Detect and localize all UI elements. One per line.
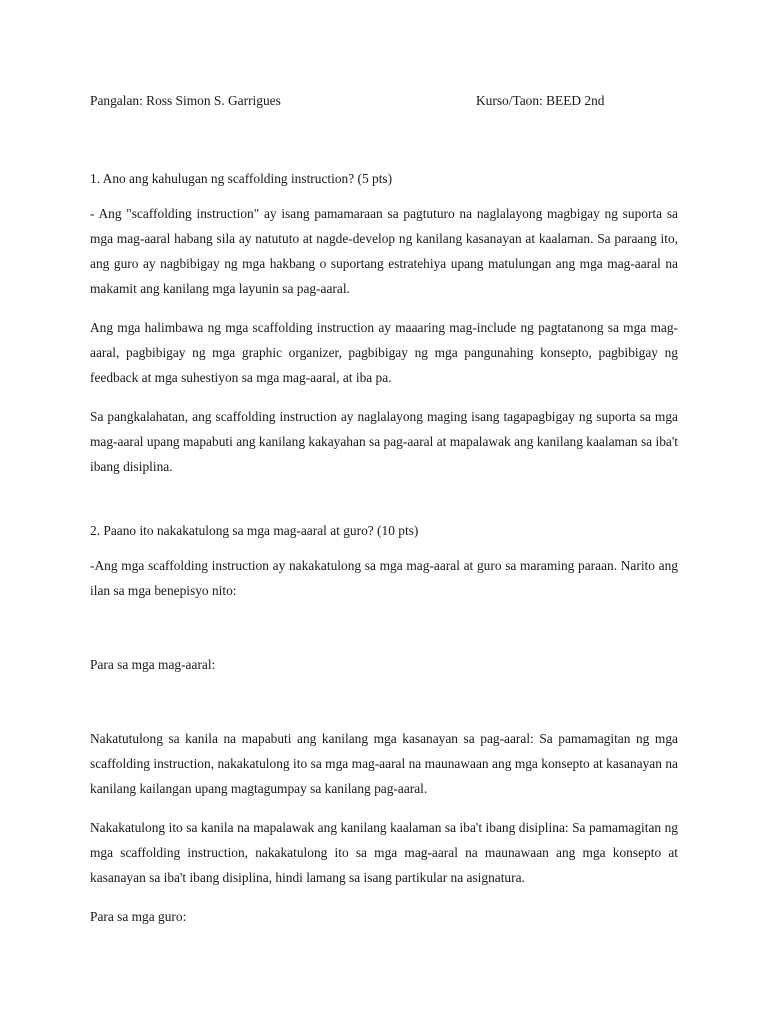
q1-answer-paragraph-2: Ang mga halimbawa ng mga scaffolding instruction ay maaaring mag-include ng pagtatanong sa mga mag-aaral, pagbibigay ng mga graphic organizer, pagbibigay ng mga pangunahing konsepto, pagbibigay ng feedback at mga suhestiyon sa mga mag-aaral, at iba pa. [90, 320, 678, 385]
question-1: 1. Ano ang kahulugan ng scaffolding instruction? (5 pts) [90, 171, 393, 186]
teachers-heading: Para sa mga guro: [90, 909, 187, 924]
spacer [90, 677, 678, 726]
q2-answer-intro: -Ang mga scaffolding instruction ay nakakatulong sa mga mag-aaral at guro sa maraming paraan. Narito ang ilan sa mga benepisyo nito: [90, 558, 678, 598]
spacer [90, 479, 678, 518]
student-benefit-2: Nakakatulong ito sa kanila na mapalawak ang kanilang kaalaman sa iba't ibang disiplina: Sa pamamagitan ng mga scaffolding instruction, nakakatulong ito sa mga mag-aaral na maunawaan ang mga konsepto at kasanayan sa iba't ibang disiplina, hindi lamang sa isang partikular na asignatura. [90, 820, 678, 885]
q1-answer-paragraph-1: - Ang "scaffolding instruction" ay isang pamamaraan sa pagtuturo na naglalayong magbigay ng suporta sa mga mag-aaral habang sila ay natututo at nagde-develop ng kanilang kasanayan at kaalaman. Sa paraang ito, ang guro ay nagbibigay ng mga hakbang o suportang estratehiya upang matulungan ang mga mag-aaral na makamit ang kanilang mga layunin sa pag-aaral. [90, 206, 678, 296]
course-year: Kurso/Taon: BEED 2nd [476, 93, 605, 108]
question-2: 2. Paano ito nakakatulong sa mga mag-aaral at guro? (10 pts) [90, 523, 419, 538]
document-body [90, 166, 678, 929]
student-name: Pangalan: Ross Simon S. Garrigues [90, 93, 281, 108]
student-benefit-1: Nakatutulong sa kanila na mapabuti ang kanilang mga kasanayan sa pag-aaral: Sa pamamagitan ng mga scaffolding instruction, nakakatulong ito sa mga mag-aaral na maunawaan ang mga konsepto at kasanayan na kanilang kailangan upang magtagumpay sa kanilang pag-aaral. [90, 731, 678, 796]
spacer [90, 603, 678, 652]
q1-answer-paragraph-3: Sa pangkalahatan, ang scaffolding instruction ay naglalayong maging isang tagapagbigay ng suporta sa mga mag-aaral upang mapabuti ang kanilang kakayahan sa pag-aaral at mapalawak ang kanilang kaalaman sa iba't ibang disiplina. [90, 409, 678, 474]
students-heading: Para sa mga mag-aaral: [90, 657, 216, 672]
